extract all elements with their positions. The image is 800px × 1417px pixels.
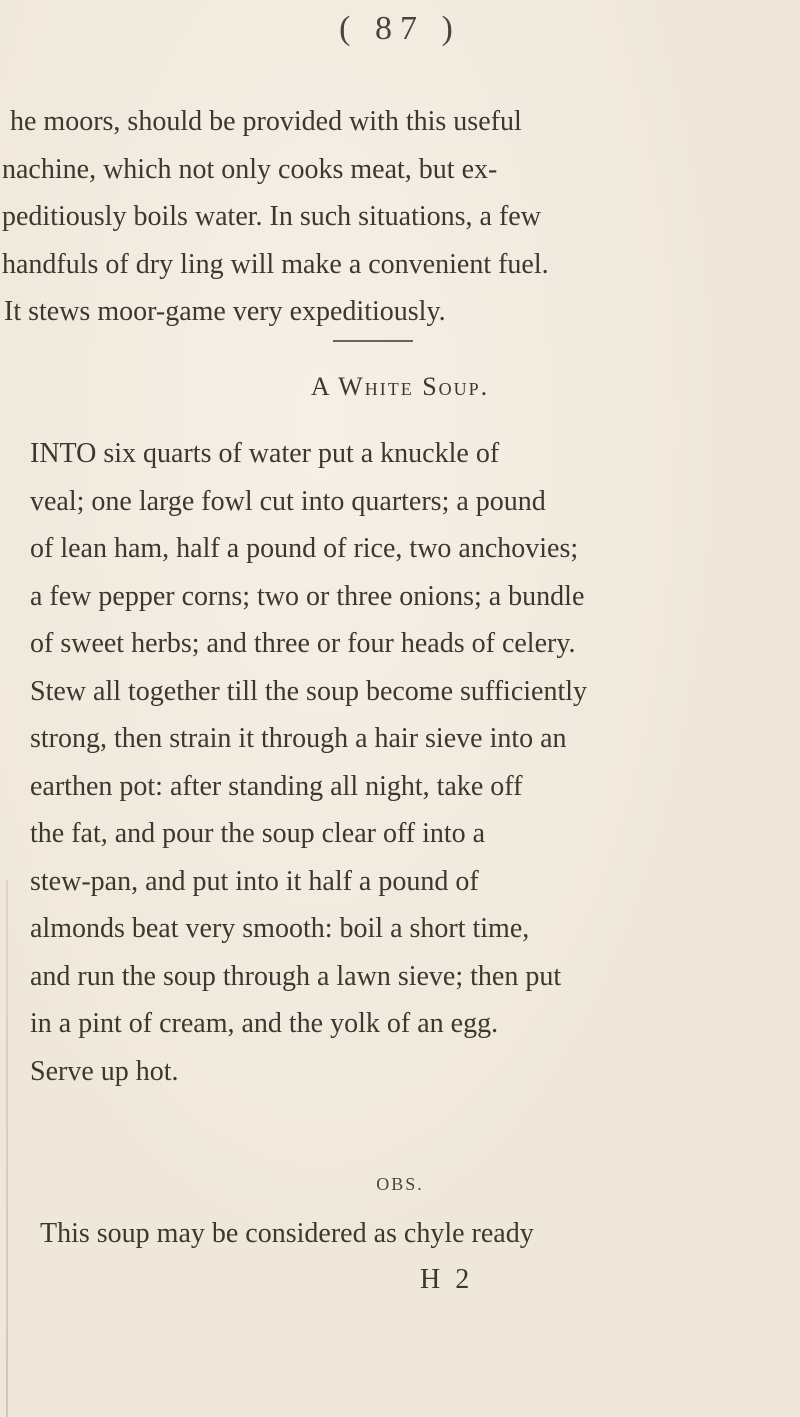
text-line: and run the soup through a lawn sieve; then put (30, 960, 562, 992)
text-line: strong, then strain it through a hair sieve into an (30, 723, 567, 754)
text-line: peditiously boils water. In such situations, a few (2, 201, 541, 232)
text-line: he moors, should be provided with this useful (10, 106, 522, 137)
text-line: earthen pot: after standing all night, take off (30, 770, 523, 802)
recipe-paragraph (0, 430, 587, 1095)
text-line: of lean ham, half a pound of rice, two anchovies; (30, 533, 579, 564)
text-line: veal; one large fowl cut into quarters; a pound (30, 485, 546, 517)
intro-paragraph (0, 98, 549, 336)
section-divider (333, 340, 413, 342)
signature-mark: H 2 (420, 1264, 474, 1295)
text-line: It stews moor-game very expeditiously. (4, 296, 446, 327)
text-line: handfuls of dry ling will make a convenient fuel. (2, 248, 549, 280)
observation-text: This soup may be considered as chyle ready (40, 1218, 534, 1249)
page-number: ( 87 ) (339, 10, 461, 47)
text-line: in a pint of cream, and the yolk of an egg. (30, 1008, 499, 1039)
text-line: nachine, which not only cooks meat, but ex- (2, 153, 498, 185)
observation-label: OBS. (376, 1174, 424, 1194)
text-line: Serve up hot. (30, 1055, 179, 1087)
text-line: of sweet herbs; and three or four heads of celery. (30, 628, 576, 659)
text-line: stew-pan, and put into it half a pound of (30, 865, 479, 897)
text-line: INTO six quarts of water put a knuckle of (30, 438, 500, 469)
text-line: the fat, and pour the soup clear off into a (30, 818, 486, 849)
text-line: a few pepper corns; two or three onions; a bundle (30, 580, 585, 612)
text-line: Stew all together till the soup become sufficiently (30, 675, 588, 707)
recipe-title: A White Soup. (310, 372, 490, 401)
text-line: almonds beat very smooth: boil a short time, (30, 913, 530, 944)
